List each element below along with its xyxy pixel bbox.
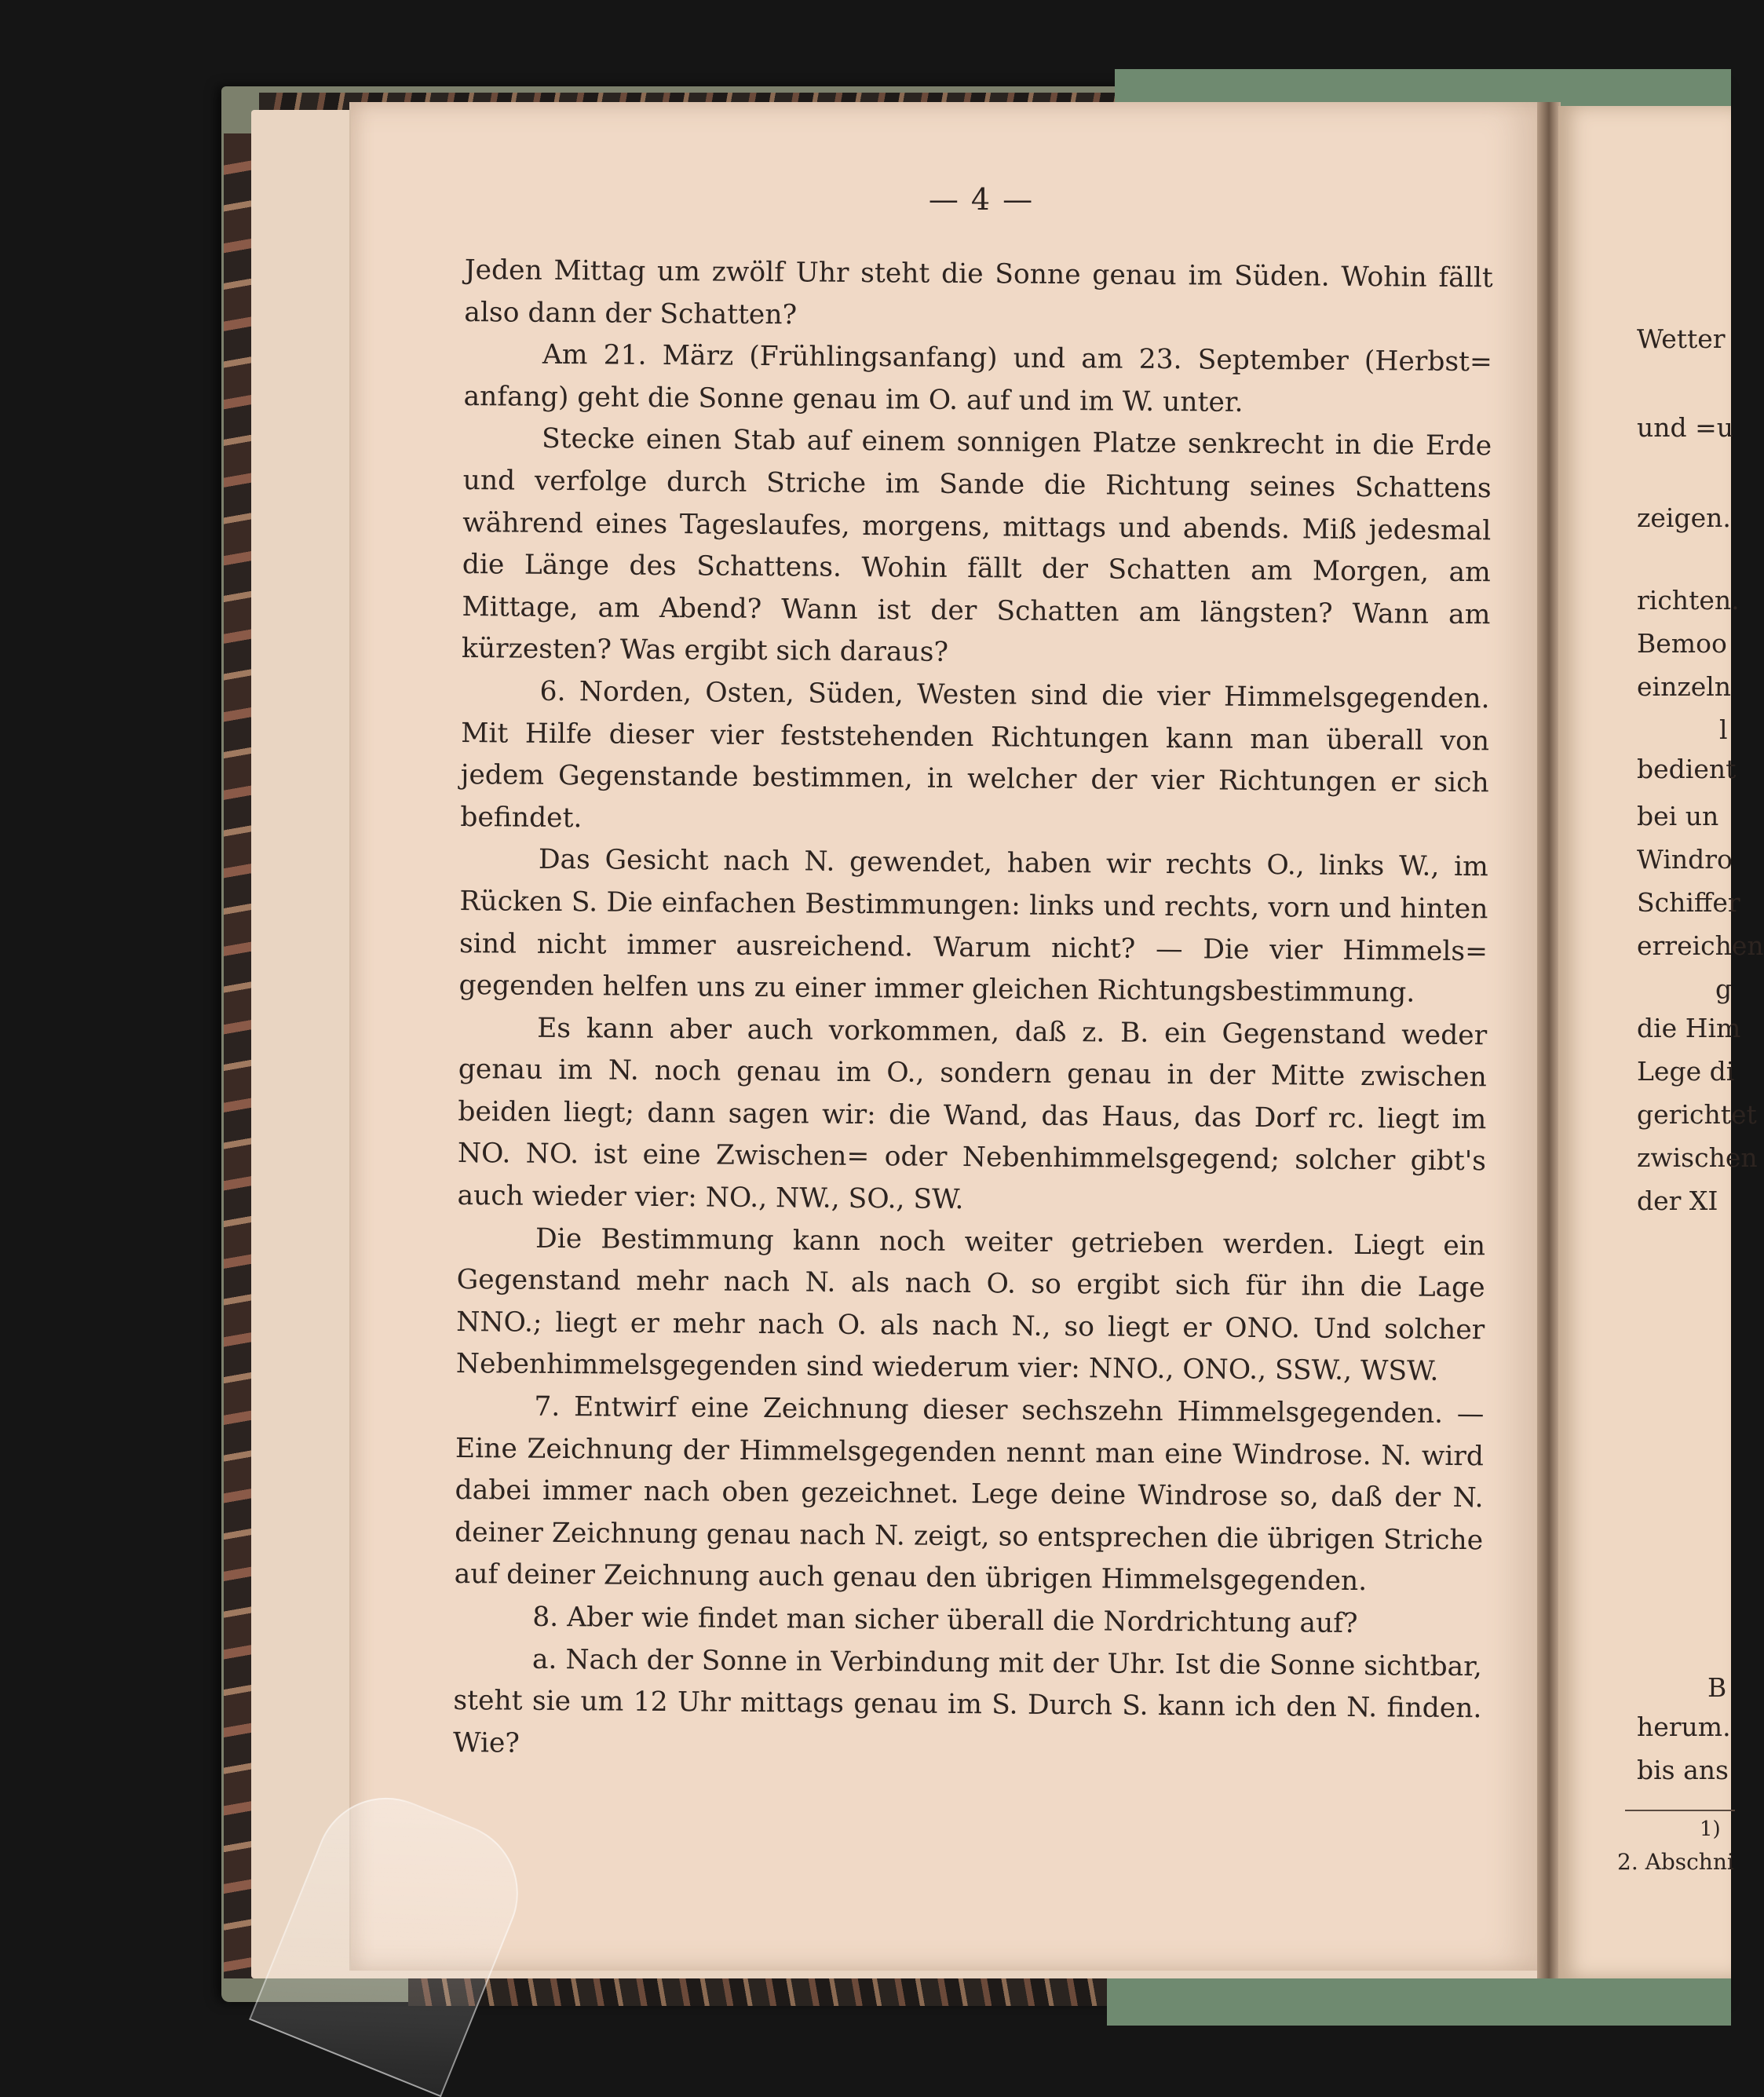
right-line: die Him: [1637, 1013, 1741, 1043]
right-line: herum.: [1637, 1712, 1731, 1742]
paragraph-3: Stecke einen Stab auf einem sonnigen Platze senkrecht in die Erde und verfolge durch Striche im Sande die Richtung seines Schattens während eines Tageslaufes, morgens, mittags und abends. Miß jedesmal die Länge des Schattens. Wohin fällt der Schatten am Morgen, am Mittage, am Abend? Wann ist der Schatten am längsten? Wann am kürzesten? Was ergibt sich daraus?: [461, 423, 1492, 669]
paragraph-5: Das Gesicht nach N. gewendet, haben wir rechts O., links W., im Rücken S. Die einfachen Bestimmungen: links und rechts, vorn und hinten sind nicht immer ausreichend. Warum nicht? — Die vier Himmels= gegenden helfen uns zu einer immer gleichen Richtungsbestimmung.: [458, 844, 1489, 1009]
right-line: l: [1719, 714, 1728, 745]
right-line: gerichtet: [1637, 1099, 1757, 1130]
right-line: bis ans: [1637, 1755, 1729, 1785]
right-line: zeigen.: [1637, 502, 1731, 533]
right-line: Windro: [1637, 844, 1733, 875]
paragraph-10: a. Nach der Sonne in Verbindung mit der Uhr. Ist die Sonne sichtbar, steht sie um 12 Uhr mittags genau im S. Durch S. kann ich den N. finden. Wie?: [452, 1643, 1483, 1759]
right-line: bei un: [1637, 801, 1719, 831]
paragraph-1: Jeden Mittag um zwölf Uhr steht die Sonne genau im Süden. Wohin fällt also dann der Schatten?: [464, 254, 1493, 331]
page-text: [453, 250, 1493, 1773]
right-line: bedient: [1637, 754, 1737, 784]
right-line: B: [1707, 1672, 1727, 1703]
right-line: einzeln: [1637, 671, 1732, 702]
page-number: — 4 —: [928, 182, 1035, 217]
right-line: Schiffer: [1637, 887, 1740, 918]
right-line: erreichen: [1637, 930, 1764, 961]
footnote-marker: 1): [1700, 1818, 1721, 1841]
footnote-text: 2. Abschni: [1617, 1849, 1734, 1875]
right-line: Wetter: [1637, 323, 1726, 354]
right-line: und =u: [1637, 412, 1734, 443]
right-line: der XI: [1637, 1185, 1718, 1216]
paragraph-9: 8. Aber wie findet man sicher überall die Nordrichtung auf?: [532, 1601, 1358, 1639]
right-line: zwischen: [1637, 1142, 1758, 1173]
paragraph-4: 6. Norden, Osten, Süden, Westen sind die vier Himmelsgegenden. Mit Hilfe dieser vier feststehenden Richtungen kann man überall von jedem Gegenstande bestimmen, in welcher der vier Richtungen er sich befindet.: [460, 675, 1490, 834]
paragraph-8: 7. Entwirf eine Zeichnung dieser sechszehn Himmelsgegenden. — Eine Zeichnung der Himmelsgegenden nennt man eine Windrose. N. wird dabei immer nach oben gezeichnet. Lege deine Windrose so, daß der N. deiner Zeichnung genau nach N. zeigt, so entsprechen die übrigen Striche auf deiner Zeichnung auch genau den übrigen Himmelsgegenden.: [454, 1390, 1485, 1598]
right-line: g: [1715, 974, 1733, 1004]
right-line: Lege di: [1637, 1056, 1735, 1087]
footnote-rule: [1625, 1810, 1735, 1811]
right-line: richten.: [1637, 585, 1740, 616]
paragraph-2: Am 21. März (Frühlingsanfang) und am 23. September (Herbst= anfang) geht die Sonne genau im O. auf und im W. unter.: [463, 338, 1493, 418]
paragraph-7: Die Bestimmung kann noch weiter getrieben werden. Liegt ein Gegenstand mehr nach N. als nach O. so ergibt sich für ihn die Lage NNO.; liegt er mehr nach O. als nach N., so liegt er ONO. Und solcher Nebenhimmelsgegenden sind wiederum vier: NNO., ONO., SSW., WSW.: [455, 1222, 1486, 1388]
paragraph-6: Es kann aber auch vorkommen, daß z. B. ein Gegenstand weder genau im N. noch genau im O., sondern genau in der Mitte zwischen beiden liegt; dann sagen wir: die Wand, das Haus, das Dorf rc. liegt im NO. NO. ist eine Zwischen= oder Nebenhimmelsgegend; solcher gibt's auch wieder vier: NO., NW., SO., SW.: [457, 1012, 1488, 1216]
book-gutter: [1537, 102, 1561, 1978]
spine-cloth-top: [1115, 69, 1731, 107]
spine-cloth-bottom: [1107, 1978, 1731, 2026]
right-line: Bemoo: [1637, 628, 1727, 659]
